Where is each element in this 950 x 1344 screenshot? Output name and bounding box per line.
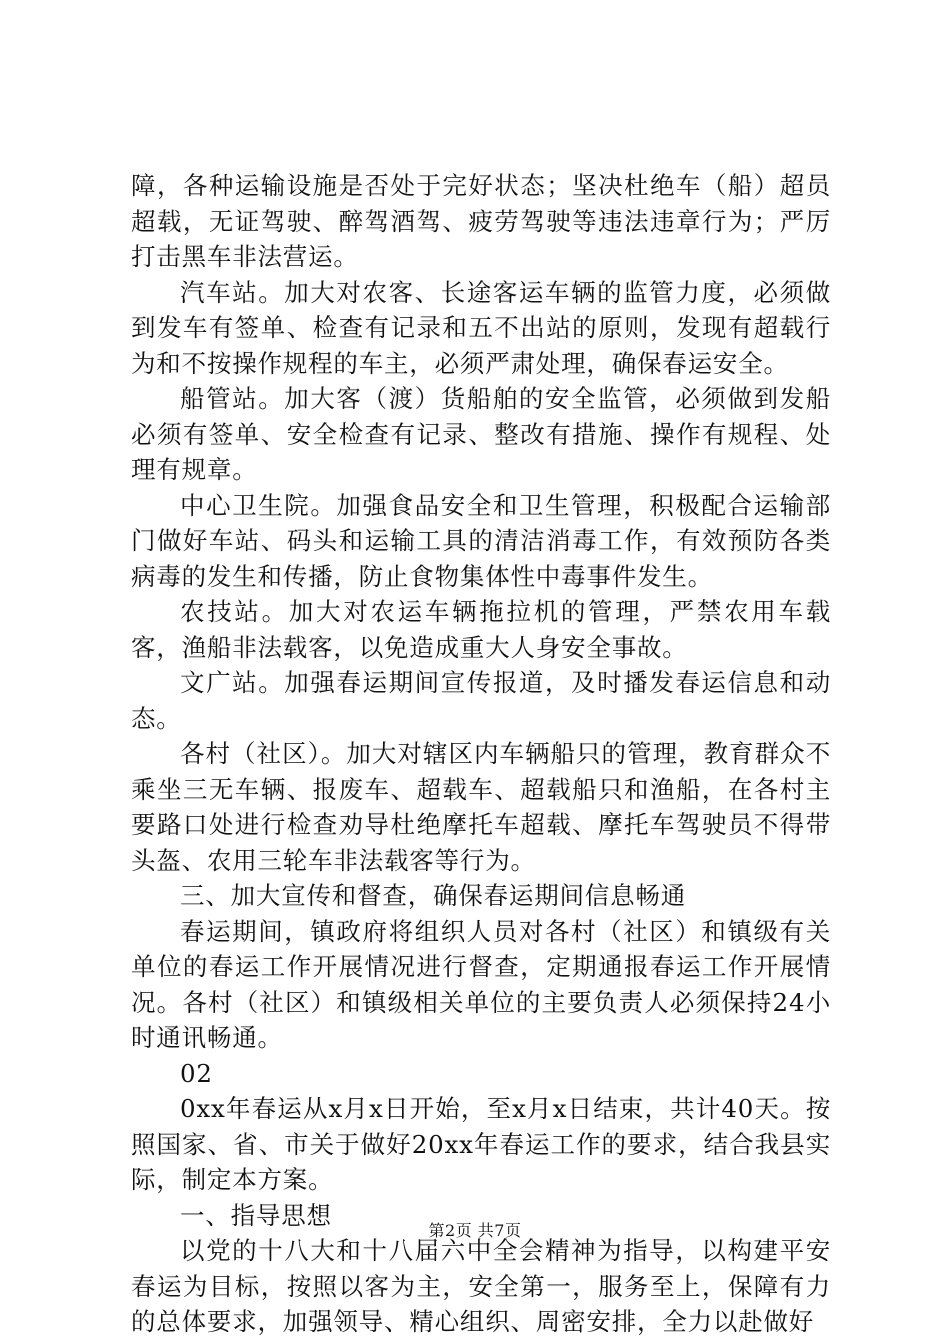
paragraph-supervision: 春运期间，镇政府将组织人员对各村（社区）和镇级有关单位的春运工作开展情况进行督查，定期通报春运工作开展情况。各村（社区）和镇级相关单位的主要负责人必须保持24小时通讯畅通。 bbox=[131, 916, 831, 1052]
paragraph-intro: 0xx年春运从x月x日开始，至x月x日结束，共计40天。按照国家、省、市关于做好20xx年春运工作的要求，结合我县实际，制定本方案。 bbox=[131, 1094, 831, 1194]
section-number: 02 bbox=[180, 1058, 213, 1088]
paragraph-bus-station: 汽车站。加大对农客、长途客运车辆的监管力度，必须做到发车有签单、检查有记录和五不出站的原则，发现有超载行为和不按操作规程的车主，必须严肃处理，确保春运安全。 bbox=[131, 277, 831, 378]
paragraph-ship-station: 船管站。加大客（渡）货船舶的安全监管，必须做到发船必须有签单、安全检查有记录、整改有措施、操作有规程、处理有规章。 bbox=[131, 384, 831, 484]
page-number-footer: 第2页 共7页 bbox=[428, 1221, 522, 1240]
paragraph-guiding-thought: 以党的十八大和十八届六中全会精神为指导，以构建平安春运为目标，按照以客为主，安全第一，服务至上，保障有力的总体要求，加强领导、精心组织、周密安排，全力以赴做好 bbox=[131, 1236, 831, 1336]
paragraph-agri-station: 农技站。加大对农运车辆拖拉机的管理，严禁农用车载客，渔船非法载客，以免造成重大人身安全事故。 bbox=[131, 597, 831, 662]
document-body bbox=[131, 168, 831, 1340]
paragraph-culture-station: 文广站。加强春运期间宣传报道，及时播发春运信息和动态。 bbox=[131, 668, 831, 733]
paragraph-villages: 各村（社区）。加大对辖区内车辆船只的管理，教育群众不乘坐三无车辆、报废车、超载车、超载船只和渔船，在各村主要路口处进行检查劝导杜绝摩托车超载、摩托车驾驶员不得带头盔、农用三轮车非法载客等行为。 bbox=[131, 739, 831, 875]
paragraph-continued: 障，各种运输设施是否处于完好状态；坚决杜绝车（船）超员超载，无证驾驶、醉驾酒驾、疲劳驾驶等违法违章行为；严厉打击黑车非法营运。 bbox=[131, 171, 831, 271]
paragraph-health-center: 中心卫生院。加强食品安全和卫生管理，积极配合运输部门做好车站、码头和运输工具的清洁消毒工作，有效预防各类病毒的发生和传播，防止食物集体性中毒事件发生。 bbox=[131, 490, 831, 591]
section-heading-3: 三、加大宣传和督查，确保春运期间信息畅通 bbox=[180, 881, 686, 910]
section-heading-1: 一、指导思想 bbox=[180, 1200, 332, 1230]
